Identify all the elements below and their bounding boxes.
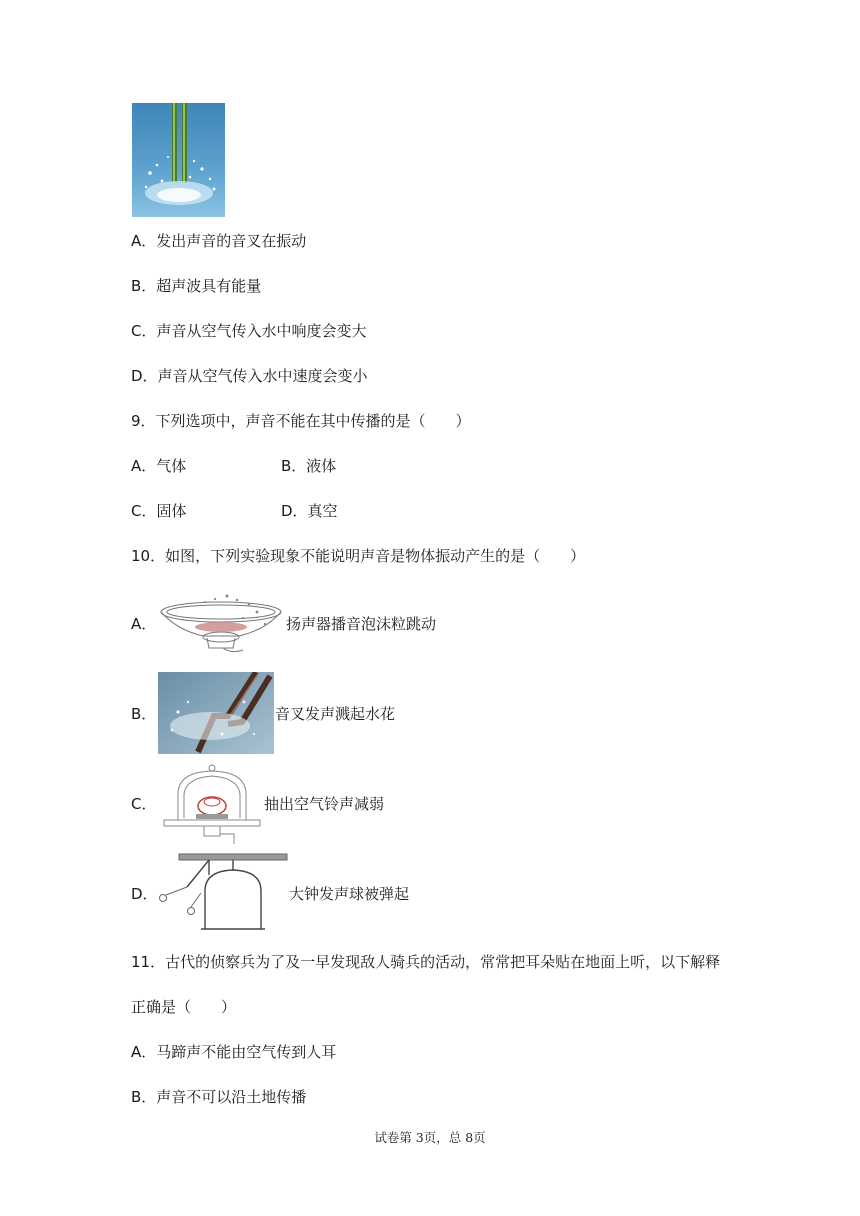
q10-option-b-letter: B． (131, 705, 157, 723)
q8-option-b: B．超声波具有能量 (131, 277, 262, 295)
q9-option-b: B．液体 (281, 457, 337, 475)
q9-option-c: C．固体 (131, 502, 187, 520)
speaker-foam-figure (157, 590, 285, 656)
page-footer: 试卷第 3页，总 8页 (374, 1130, 486, 1145)
q8-option-c: C．声音从空气传入水中响度会变大 (131, 322, 367, 340)
q10-option-d-caption: 大钟发声球被弹起 (289, 885, 410, 903)
q10-option-d-letter: D． (131, 885, 158, 903)
q8-option-a: A．发出声音的音叉在振动 (131, 232, 307, 250)
q9-option-a: A．气体 (131, 457, 187, 475)
q9-option-d: D．真空 (281, 502, 338, 520)
q8-option-d: D．声音从空气传入水中速度会变小 (131, 367, 368, 385)
tuning-fork-splash-photo (158, 672, 274, 754)
q10-option-a-caption: 扬声器播音泡沫粒跳动 (286, 615, 437, 633)
q11-stem-line2: 正确是（ ） (131, 998, 237, 1016)
q11-option-a: A．马蹄声不能由空气传到人耳 (131, 1043, 337, 1061)
bell-ball-figure (157, 853, 289, 933)
tuning-fork-water-photo (132, 103, 225, 217)
bell-jar-figure (160, 764, 264, 848)
q10-option-c-caption: 抽出空气铃声减弱 (264, 795, 385, 813)
q9-stem: 9．下列选项中，声音不能在其中传播的是（ ） (131, 412, 471, 430)
q10-option-c-letter: C． (131, 795, 157, 813)
q10-option-a-letter: A． (131, 615, 157, 633)
q11-stem-line1: 11．古代的侦察兵为了及一早发现敌人骑兵的活动，常常把耳朵贴在地面上听，以下解释 (131, 953, 721, 971)
q10-stem: 10．如图，下列实验现象不能说明声音是物体振动产生的是（ ） (131, 547, 586, 565)
q10-option-b-caption: 音叉发声溅起水花 (275, 705, 396, 723)
q11-option-b: B．声音不可以沿土地传播 (131, 1088, 307, 1106)
